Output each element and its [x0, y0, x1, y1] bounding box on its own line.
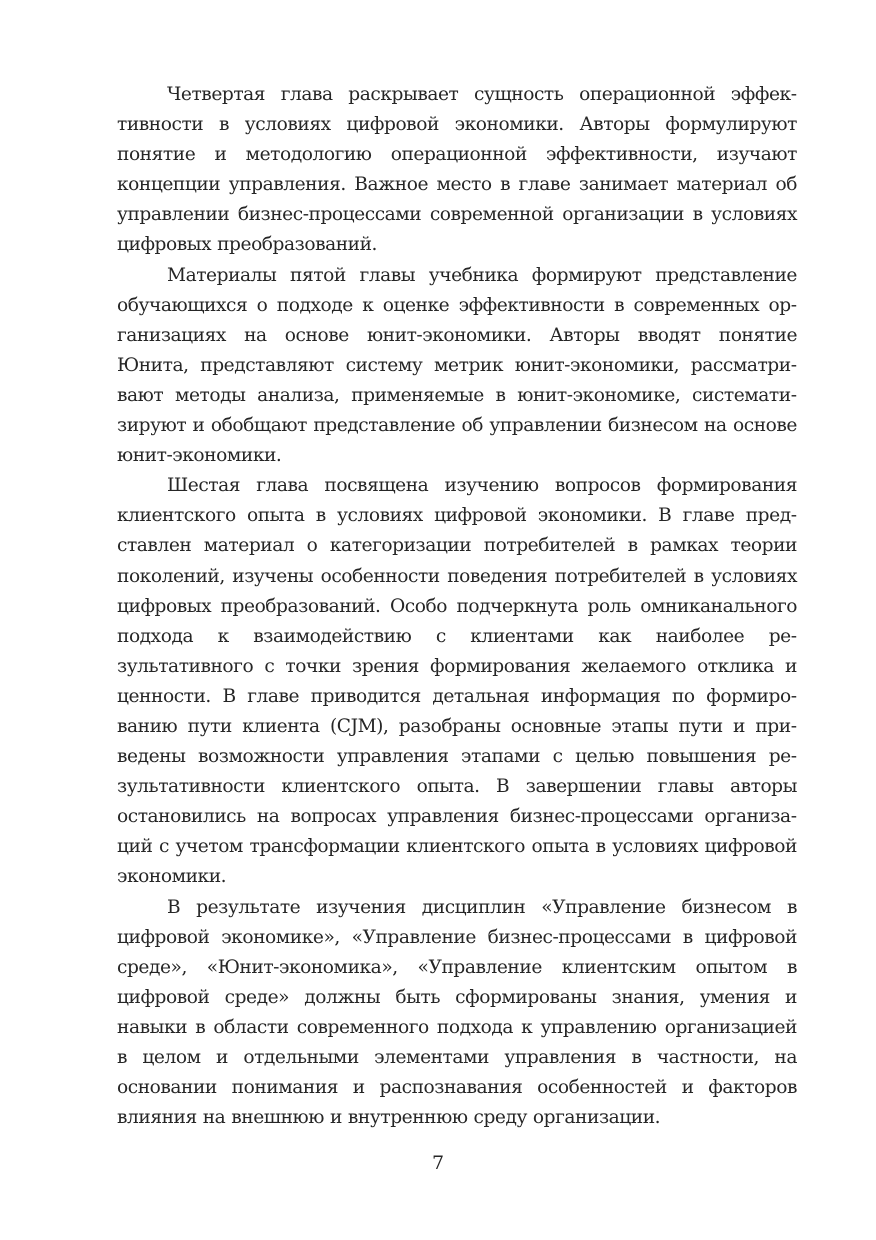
page-number: 7 — [431, 1152, 445, 1174]
paragraph-chapter-five: Материалы пятой главы учебника формируют представление обучающихся о подходе к оценке эффективности в современных организациях на основе юнит-экономики. Авторы вводят понятие Юнита, представляют систему метрик юнит-экономики, рассматривают методы анализа, применяемые в юнит-экономике, систематизируют и обобщают представление об управлении бизнесом на основе юнит-экономики. — [117, 264, 797, 467]
paragraph-chapter-four: Четвертая глава раскрывает сущность операционной эффективности в условиях цифровой экономики. Авторы формулируют понятие и методологию операционной эффективности, изучают концепции управления. Важное место в главе занимает материал об управлении бизнес-процессами современной организации в условиях цифровых преобразований. — [117, 84, 797, 256]
body-text — [117, 80, 797, 1133]
paragraph-conclusion: В результате изучения дисциплин «Управление бизнесом в цифровой экономике», «Управление бизнес-процессами в цифровой среде», «Юнит-экономика», «Управление клиентским опытом в цифровой среде» должны быть сформированы знания, умения и навыки в области современного подхода к управлению организацией в целом и отдельными элементами управления в частности, на основании понимания и распознавания особенностей и факторов влияния на внешнюю и внутреннюю среду организации. — [117, 896, 797, 1129]
paragraph-chapter-six: Шестая глава посвящена изучению вопросов формирования клиентского опыта в условиях цифровой экономики. В главе представлен материал о категоризации потребителей в рамках теории поколений, изучены особенности поведения потребителей в условиях цифровых преобразований. Особо подчеркнута роль омниканального подхода к взаимодействию с клиентами как наиболее результативного с точки зрения формирования желаемого отклика и ценности. В главе приводится детальная информация по формированию пути клиента (CJM), разобраны основные этапы пути и приведены возможности управления этапами с целью повышения результативности клиентского опыта. В завершении главы авторы остановились на вопросах управления бизнес-процессами организаций с учетом трансформации клиентского опыта в условиях цифровой экономики. — [117, 475, 797, 888]
